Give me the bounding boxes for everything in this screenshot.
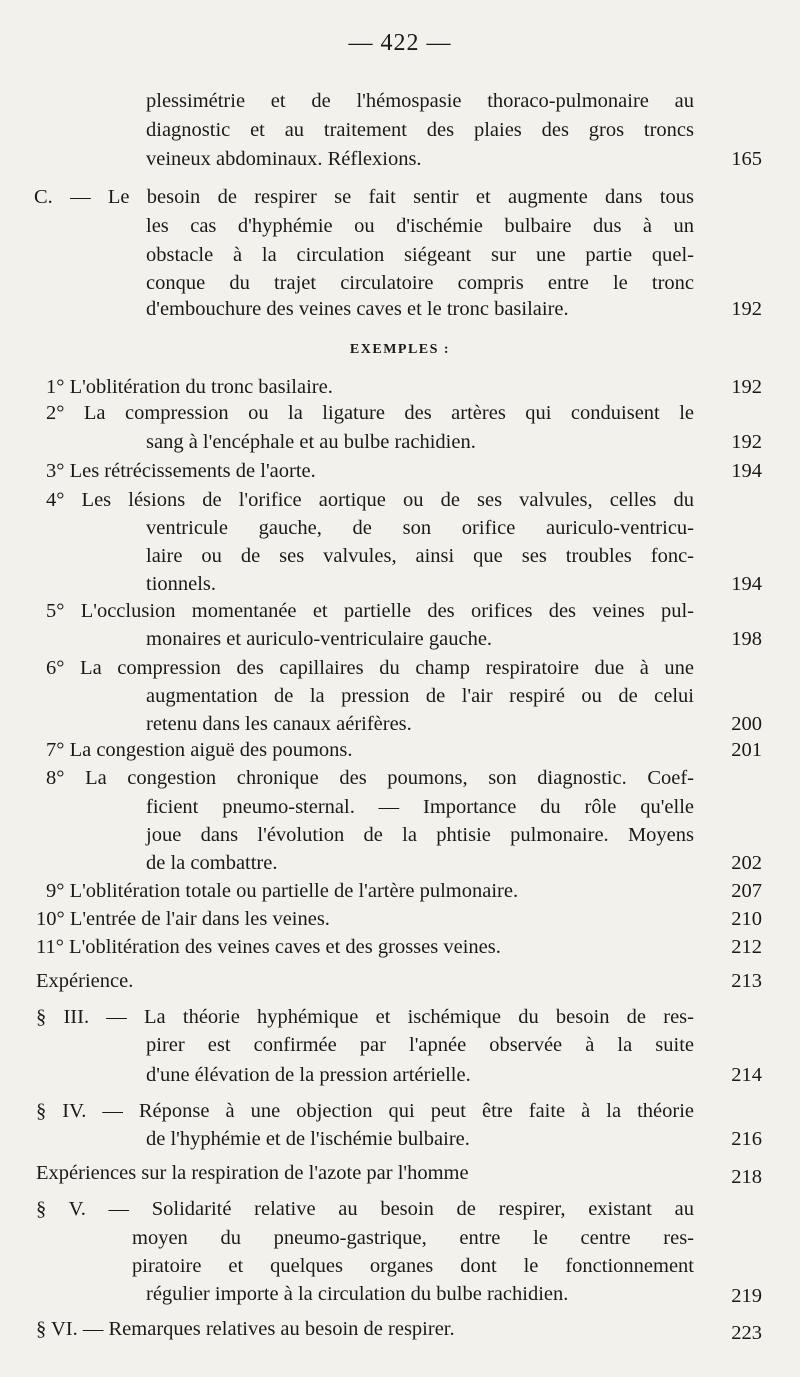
toc-line: 3° Les rétrécissements de l'aorte. <box>46 460 316 482</box>
toc-line: moyen du pneumo-gastrique, entre le centre res- <box>132 1227 694 1249</box>
toc-line: 8° La congestion chronique des poumons, son diagnostic. Coef- <box>46 767 694 789</box>
toc-line: ficient pneumo-sternal. — Importance du rôle qu'elle <box>146 796 694 818</box>
toc-line: § VI. — Remarques relatives au besoin de respirer. <box>36 1318 455 1340</box>
toc-line: régulier importe à la circulation du bulbe rachidien. <box>146 1283 569 1305</box>
toc-line: 11° L'oblitération des veines caves et des grosses veines. <box>36 936 501 958</box>
section-heading: EXEMPLES : <box>349 342 451 357</box>
toc-line: 6° La compression des capillaires du champ respiratoire due à une <box>46 657 694 679</box>
toc-line: laire ou de ses valvules, ainsi que ses troubles fonc- <box>146 545 694 567</box>
toc-line: diagnostic et au traitement des plaies des gros troncs <box>146 119 694 141</box>
toc-line: pirer est confirmée par l'apnée observée à la suite <box>146 1034 694 1056</box>
toc-line: de la combattre. <box>146 852 278 874</box>
toc-page-number: 223 <box>731 1322 762 1344</box>
toc-line: sang à l'encéphale et au bulbe rachidien. <box>146 431 476 453</box>
toc-page-number: 218 <box>731 1166 762 1188</box>
toc-page-number: 216 <box>731 1128 762 1150</box>
toc-line: augmentation de la pression de l'air respiré ou de celui <box>146 685 694 707</box>
toc-page-number: 200 <box>731 713 762 735</box>
toc-line: ventricule gauche, de son orifice auriculo-ventricu- <box>146 517 694 539</box>
toc-page-number: 198 <box>731 628 762 650</box>
toc-line: plessimétrie et de l'hémospasie thoraco-pulmonaire au <box>146 90 694 112</box>
toc-page-number: 210 <box>731 908 762 930</box>
toc-line: § IV. — Réponse à une objection qui peut être faite à la théorie <box>36 1100 694 1122</box>
toc-line: § III. — La théorie hyphémique et ischémique du besoin de res- <box>36 1006 694 1028</box>
toc-line: retenu dans les canaux aérifères. <box>146 713 412 735</box>
toc-line: 2° La compression ou la ligature des artères qui conduisent le <box>46 402 694 424</box>
toc-page-number: 207 <box>731 880 762 902</box>
toc-page-number: 192 <box>731 376 762 398</box>
toc-page-number: 165 <box>731 148 762 170</box>
toc-page-number: 192 <box>731 431 762 453</box>
toc-page-number: 202 <box>731 852 762 874</box>
toc-line: 5° L'occlusion momentanée et partielle des orifices des veines pul- <box>46 600 694 622</box>
toc-page-number: 194 <box>731 573 762 595</box>
toc-line: de l'hyphémie et de l'ischémie bulbaire. <box>146 1128 470 1150</box>
toc-page-number: 212 <box>731 936 762 958</box>
toc-page-number: 213 <box>731 970 762 992</box>
toc-line: 4° Les lésions de l'orifice aortique ou de ses valvules, celles du <box>46 489 694 511</box>
toc-line: d'embouchure des veines caves et le tronc basilaire. <box>146 298 569 320</box>
toc-page-number: 219 <box>731 1285 762 1307</box>
toc-line: obstacle à la circulation siégeant sur une partie quel- <box>146 244 694 266</box>
toc-page-number: 201 <box>731 739 762 761</box>
toc-line: 7° La congestion aiguë des poumons. <box>46 739 353 761</box>
page-number: — 422 — <box>348 30 452 56</box>
toc-line: 10° L'entrée de l'air dans les veines. <box>36 908 330 930</box>
toc-line: veineux abdominaux. Réflexions. <box>146 148 422 170</box>
toc-line: § V. — Solidarité relative au besoin de respirer, existant au <box>36 1198 694 1220</box>
toc-page-number: 192 <box>731 298 762 320</box>
toc-page-number: 214 <box>731 1064 762 1086</box>
toc-line: conque du trajet circulatoire compris entre le tronc <box>146 272 694 294</box>
toc-line: 9° L'oblitération totale ou partielle de l'artère pulmonaire. <box>46 880 519 902</box>
toc-line: Expérience. <box>36 970 134 992</box>
toc-page-number: 194 <box>731 460 762 482</box>
toc-line: les cas d'hyphémie ou d'ischémie bulbaire dus à un <box>146 215 694 237</box>
toc-line: joue dans l'évolution de la phtisie pulmonaire. Moyens <box>146 824 694 846</box>
toc-line: Expériences sur la respiration de l'azote par l'homme <box>36 1162 469 1184</box>
toc-line: tionnels. <box>146 573 217 595</box>
toc-line: piratoire et quelques organes dont le fonctionnement <box>132 1255 694 1277</box>
toc-line: 1° L'oblitération du tronc basilaire. <box>46 376 333 398</box>
toc-line: d'une élévation de la pression artérielle. <box>146 1064 471 1086</box>
toc-line: C. — Le besoin de respirer se fait sentir et augmente dans tous <box>34 186 694 208</box>
toc-line: monaires et auriculo-ventriculaire gauche. <box>146 628 493 650</box>
